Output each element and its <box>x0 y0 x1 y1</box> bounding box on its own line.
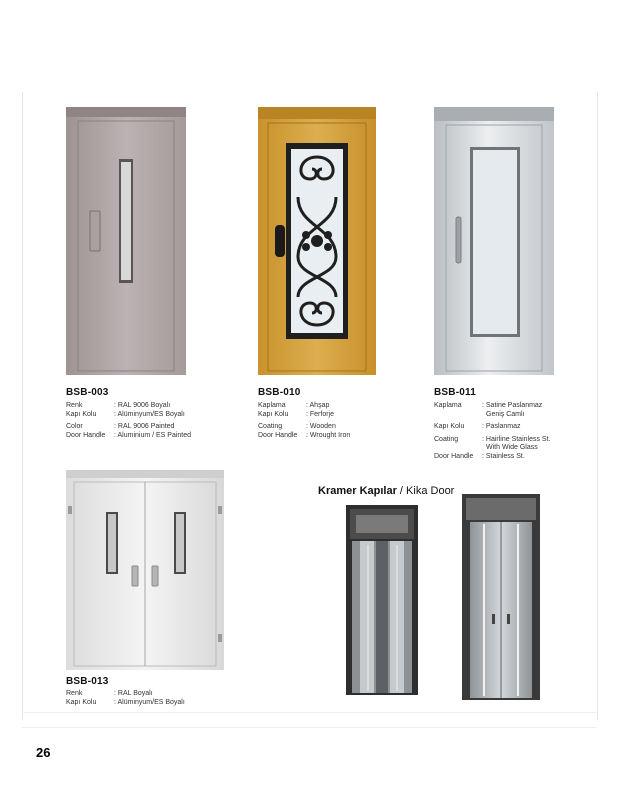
door-image-bsb-003 <box>66 107 186 375</box>
product-code: BSB-011 <box>434 387 476 398</box>
spec-value: Geniş Camlı <box>486 410 525 418</box>
spec-row <box>66 699 216 708</box>
spec-row <box>66 402 216 411</box>
spec-value: : Alüminyum/ES Boyalı <box>114 698 185 706</box>
spec-key <box>434 411 482 420</box>
spec-row <box>434 402 584 411</box>
spec-key: Door Handle <box>258 431 298 439</box>
spec-value: : RAL 9006 Boyalı <box>114 402 171 409</box>
spec-value: : Stainless St. <box>482 452 525 460</box>
product-code: BSB-010 <box>258 387 301 398</box>
spec-row <box>66 423 216 432</box>
spec-key <box>434 444 482 453</box>
spec-value: : Alüminyum/ES Boyalı <box>114 410 185 418</box>
spec-key: Renk <box>66 402 83 409</box>
product-specs <box>66 402 216 440</box>
spec-row <box>258 411 408 420</box>
spec-key: Kaplama <box>434 402 462 409</box>
spec-value: : Ferforje <box>306 410 335 418</box>
spec-row <box>258 402 408 411</box>
spec-key: Kapı Kolu <box>66 410 97 418</box>
page-number: 26 <box>36 745 51 760</box>
spec-value: With Wide Glass <box>486 444 538 451</box>
spec-key: Color <box>66 423 83 430</box>
spec-value: : Wrought Iron <box>306 431 351 439</box>
spec-value: : RAL Boyalı <box>114 690 153 697</box>
spec-value: : Hairline Stainless St. <box>482 435 551 443</box>
product-code: BSB-013 <box>66 676 109 687</box>
kika-door-image-open <box>346 505 418 695</box>
spec-row <box>434 436 584 445</box>
spec-row <box>258 432 408 441</box>
spec-row <box>434 411 584 420</box>
spec-key: Kaplama <box>258 402 286 409</box>
spec-row <box>434 444 584 453</box>
door-image-bsb-011 <box>434 107 554 375</box>
spec-key: Kapı Kolu <box>258 410 289 418</box>
spec-row <box>66 690 216 699</box>
spec-value: : Satine Paslanmaz <box>482 402 543 409</box>
spec-row <box>434 423 584 432</box>
kika-door-image-closed <box>462 494 540 700</box>
spec-value: : Wooden <box>306 423 336 430</box>
spec-key: Door Handle <box>434 452 474 460</box>
product-specs <box>434 402 584 461</box>
spec-row <box>66 411 216 420</box>
spec-key: Renk <box>66 690 83 697</box>
spec-key: Coating <box>258 423 283 430</box>
product-specs <box>258 402 408 440</box>
spec-row <box>434 453 584 462</box>
spec-value: : RAL 9006 Painted <box>114 423 175 430</box>
spec-row <box>258 423 408 432</box>
spec-key: Kapı Kolu <box>66 698 97 706</box>
spec-value: : Aluminium / ES Painted <box>114 431 192 439</box>
product-code: BSB-003 <box>66 387 109 398</box>
spec-row <box>66 432 216 441</box>
product-specs <box>66 690 216 707</box>
spec-key: Kapı Kolu <box>434 423 465 430</box>
door-image-bsb-013 <box>66 470 224 670</box>
spec-value: : Paslanmaz <box>482 423 521 430</box>
kika-title-bold: Kramer Kapılar <box>318 485 397 497</box>
kika-title-light: Kika Door <box>406 485 455 497</box>
kika-section-title <box>318 485 454 497</box>
spec-value: : Ahşap <box>306 402 330 409</box>
spec-key: Coating <box>434 435 459 443</box>
door-image-bsb-010 <box>258 107 376 375</box>
spec-key: Door Handle <box>66 431 106 439</box>
page-frame-bottom <box>22 712 596 728</box>
kika-title-separator: / <box>396 485 407 497</box>
